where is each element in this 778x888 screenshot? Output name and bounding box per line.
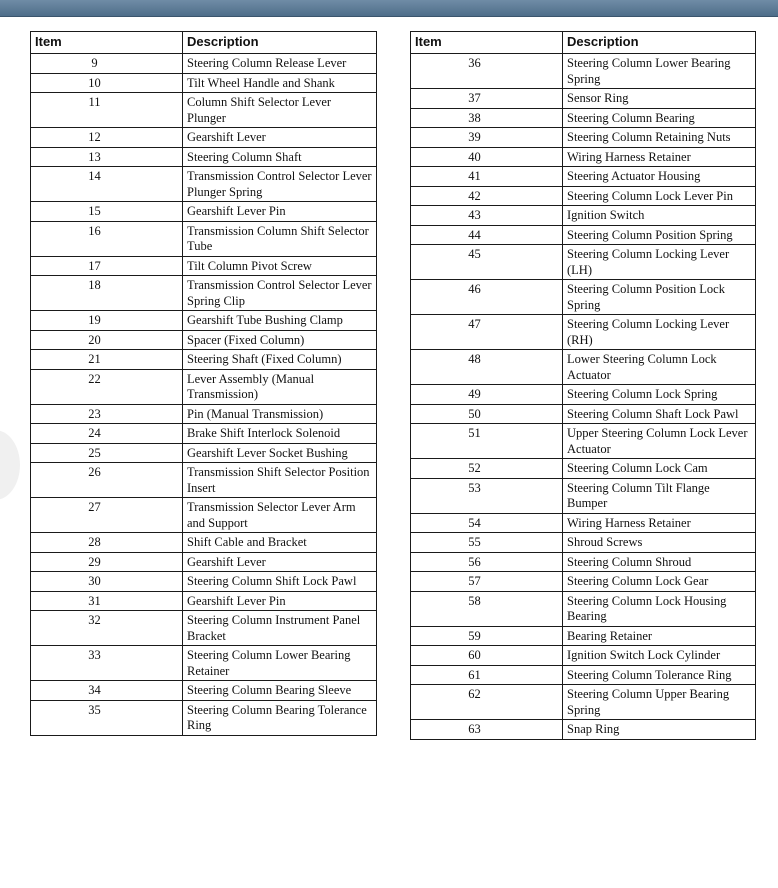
table-row [411,350,756,385]
item-number-cell: 18 [31,276,183,311]
table-row [31,147,377,167]
table-row [411,404,756,424]
table-row [411,206,756,226]
item-number-cell: 63 [411,720,563,740]
item-number-cell: 38 [411,108,563,128]
item-number-cell: 13 [31,147,183,167]
description-cell: Steering Column Release Lever [183,54,377,74]
description-cell: Gearshift Tube Bushing Clamp [183,311,377,331]
description-cell: Column Shift Selector Lever Plunger [183,93,377,128]
table-row [31,330,377,350]
item-number-cell: 14 [31,167,183,202]
table-row [31,681,377,701]
description-cell: Gearshift Lever Socket Bushing [183,443,377,463]
item-number-cell: 24 [31,424,183,444]
item-number-cell: 45 [411,245,563,280]
table-header-row [411,32,756,54]
table-row [411,315,756,350]
item-number-cell: 46 [411,280,563,315]
table-row [31,167,377,202]
description-cell: Steering Column Locking Lever (LH) [563,245,756,280]
table-row [411,552,756,572]
item-number-cell: 35 [31,700,183,735]
table-row [411,89,756,109]
table-row [31,572,377,592]
item-number-cell: 29 [31,552,183,572]
item-number-cell: 22 [31,369,183,404]
description-cell: Upper Steering Column Lock Lever Actuator [563,424,756,459]
description-cell: Steering Column Lock Spring [563,385,756,405]
item-number-cell: 34 [31,681,183,701]
top-banner-bar [0,0,778,17]
item-number-cell: 36 [411,54,563,89]
item-number-cell: 37 [411,89,563,109]
item-number-cell: 54 [411,513,563,533]
description-cell: Gearshift Lever Pin [183,202,377,222]
description-cell: Shift Cable and Bracket [183,533,377,553]
item-number-cell: 41 [411,167,563,187]
description-cell: Lower Steering Column Lock Actuator [563,350,756,385]
table-row [31,369,377,404]
description-cell: Transmission Shift Selector Position Insert [183,463,377,498]
table-row [31,700,377,735]
item-number-cell: 56 [411,552,563,572]
item-number-cell: 21 [31,350,183,370]
description-cell: Steering Column Tolerance Ring [563,665,756,685]
description-cell: Transmission Column Shift Selector Tube [183,221,377,256]
item-number-cell: 60 [411,646,563,666]
description-cell: Steering Column Lock Gear [563,572,756,592]
description-cell: Steering Column Locking Lever (RH) [563,315,756,350]
table-row [31,463,377,498]
description-cell: Steering Column Position Lock Spring [563,280,756,315]
table-row [411,167,756,187]
table-row [31,221,377,256]
table-row [31,311,377,331]
description-cell: Steering Column Lock Housing Bearing [563,591,756,626]
item-number-cell: 57 [411,572,563,592]
item-number-cell: 30 [31,572,183,592]
description-cell: Shroud Screws [563,533,756,553]
table-row [31,404,377,424]
table-row [411,424,756,459]
table-row [411,245,756,280]
description-cell: Transmission Control Selector Lever Plunger Spring [183,167,377,202]
table-row [31,93,377,128]
description-cell: Steering Actuator Housing [563,167,756,187]
item-number-cell: 61 [411,665,563,685]
item-number-cell: 17 [31,256,183,276]
table-row [31,350,377,370]
item-number-cell: 43 [411,206,563,226]
page-edge-shadow [0,430,20,500]
item-number-cell: 47 [411,315,563,350]
column-header-description: Description [183,32,377,54]
parts-table-right-body [411,54,756,740]
description-cell: Steering Column Shift Lock Pawl [183,572,377,592]
item-number-cell: 40 [411,147,563,167]
item-number-cell: 39 [411,128,563,148]
table-row [31,498,377,533]
item-number-cell: 16 [31,221,183,256]
description-cell: Steering Column Lower Bearing Spring [563,54,756,89]
table-row [31,202,377,222]
item-number-cell: 32 [31,611,183,646]
description-cell: Tilt Wheel Handle and Shank [183,73,377,93]
table-row [31,256,377,276]
table-row [411,54,756,89]
table-row [411,533,756,553]
table-row [31,276,377,311]
description-cell: Ignition Switch Lock Cylinder [563,646,756,666]
description-cell: Steering Column Lock Lever Pin [563,186,756,206]
description-cell: Steering Column Bearing [563,108,756,128]
table-row [31,533,377,553]
description-cell: Bearing Retainer [563,626,756,646]
table-row [411,665,756,685]
column-header-item: Item [411,32,563,54]
table-row [411,280,756,315]
column-header-item: Item [31,32,183,54]
description-cell: Transmission Control Selector Lever Spring Clip [183,276,377,311]
description-cell: Wiring Harness Retainer [563,513,756,533]
description-cell: Brake Shift Interlock Solenoid [183,424,377,444]
description-cell: Gearshift Lever [183,552,377,572]
item-number-cell: 23 [31,404,183,424]
table-row [31,591,377,611]
item-number-cell: 62 [411,685,563,720]
table-row [31,73,377,93]
description-cell: Steering Column Lock Cam [563,459,756,479]
table-row [411,720,756,740]
table-row [411,685,756,720]
table-row [411,225,756,245]
description-cell: Steering Column Position Spring [563,225,756,245]
item-number-cell: 9 [31,54,183,74]
table-row [31,611,377,646]
description-cell: Transmission Selector Lever Arm and Support [183,498,377,533]
item-number-cell: 12 [31,128,183,148]
item-number-cell: 33 [31,646,183,681]
table-row [411,591,756,626]
table-row [411,385,756,405]
item-number-cell: 55 [411,533,563,553]
table-row [31,552,377,572]
item-number-cell: 44 [411,225,563,245]
description-cell: Gearshift Lever Pin [183,591,377,611]
item-number-cell: 25 [31,443,183,463]
description-cell: Gearshift Lever [183,128,377,148]
item-number-cell: 53 [411,478,563,513]
item-number-cell: 28 [31,533,183,553]
table-row [31,646,377,681]
table-row [411,646,756,666]
table-row [31,54,377,74]
item-number-cell: 19 [31,311,183,331]
table-header-row [31,32,377,54]
description-cell: Steering Column Lower Bearing Retainer [183,646,377,681]
item-number-cell: 11 [31,93,183,128]
description-cell: Steering Column Bearing Sleeve [183,681,377,701]
description-cell: Steering Column Shaft [183,147,377,167]
parts-table-right [410,31,756,740]
item-number-cell: 15 [31,202,183,222]
description-cell: Tilt Column Pivot Screw [183,256,377,276]
description-cell: Steering Column Bearing Tolerance Ring [183,700,377,735]
table-row [411,128,756,148]
description-cell: Steering Column Instrument Panel Bracket [183,611,377,646]
description-cell: Ignition Switch [563,206,756,226]
item-number-cell: 59 [411,626,563,646]
table-row [411,108,756,128]
table-row [411,186,756,206]
table-row [31,424,377,444]
item-number-cell: 52 [411,459,563,479]
description-cell: Steering Column Retaining Nuts [563,128,756,148]
description-cell: Spacer (Fixed Column) [183,330,377,350]
item-number-cell: 42 [411,186,563,206]
item-number-cell: 49 [411,385,563,405]
table-row [411,513,756,533]
table-row [411,459,756,479]
table-row [411,626,756,646]
description-cell: Steering Column Shaft Lock Pawl [563,404,756,424]
description-cell: Snap Ring [563,720,756,740]
column-header-description: Description [563,32,756,54]
parts-table-left [30,31,377,736]
table-row [31,128,377,148]
item-number-cell: 31 [31,591,183,611]
description-cell: Steering Column Shroud [563,552,756,572]
table-row [411,147,756,167]
description-cell: Pin (Manual Transmission) [183,404,377,424]
description-cell: Steering Column Upper Bearing Spring [563,685,756,720]
item-number-cell: 26 [31,463,183,498]
item-number-cell: 50 [411,404,563,424]
table-row [411,572,756,592]
item-number-cell: 48 [411,350,563,385]
description-cell: Sensor Ring [563,89,756,109]
parts-table-left-body [31,54,377,736]
item-number-cell: 20 [31,330,183,350]
item-number-cell: 58 [411,591,563,626]
description-cell: Steering Column Tilt Flange Bumper [563,478,756,513]
description-cell: Steering Shaft (Fixed Column) [183,350,377,370]
description-cell: Lever Assembly (Manual Transmission) [183,369,377,404]
table-row [411,478,756,513]
description-cell: Wiring Harness Retainer [563,147,756,167]
table-row [31,443,377,463]
item-number-cell: 51 [411,424,563,459]
item-number-cell: 10 [31,73,183,93]
item-number-cell: 27 [31,498,183,533]
